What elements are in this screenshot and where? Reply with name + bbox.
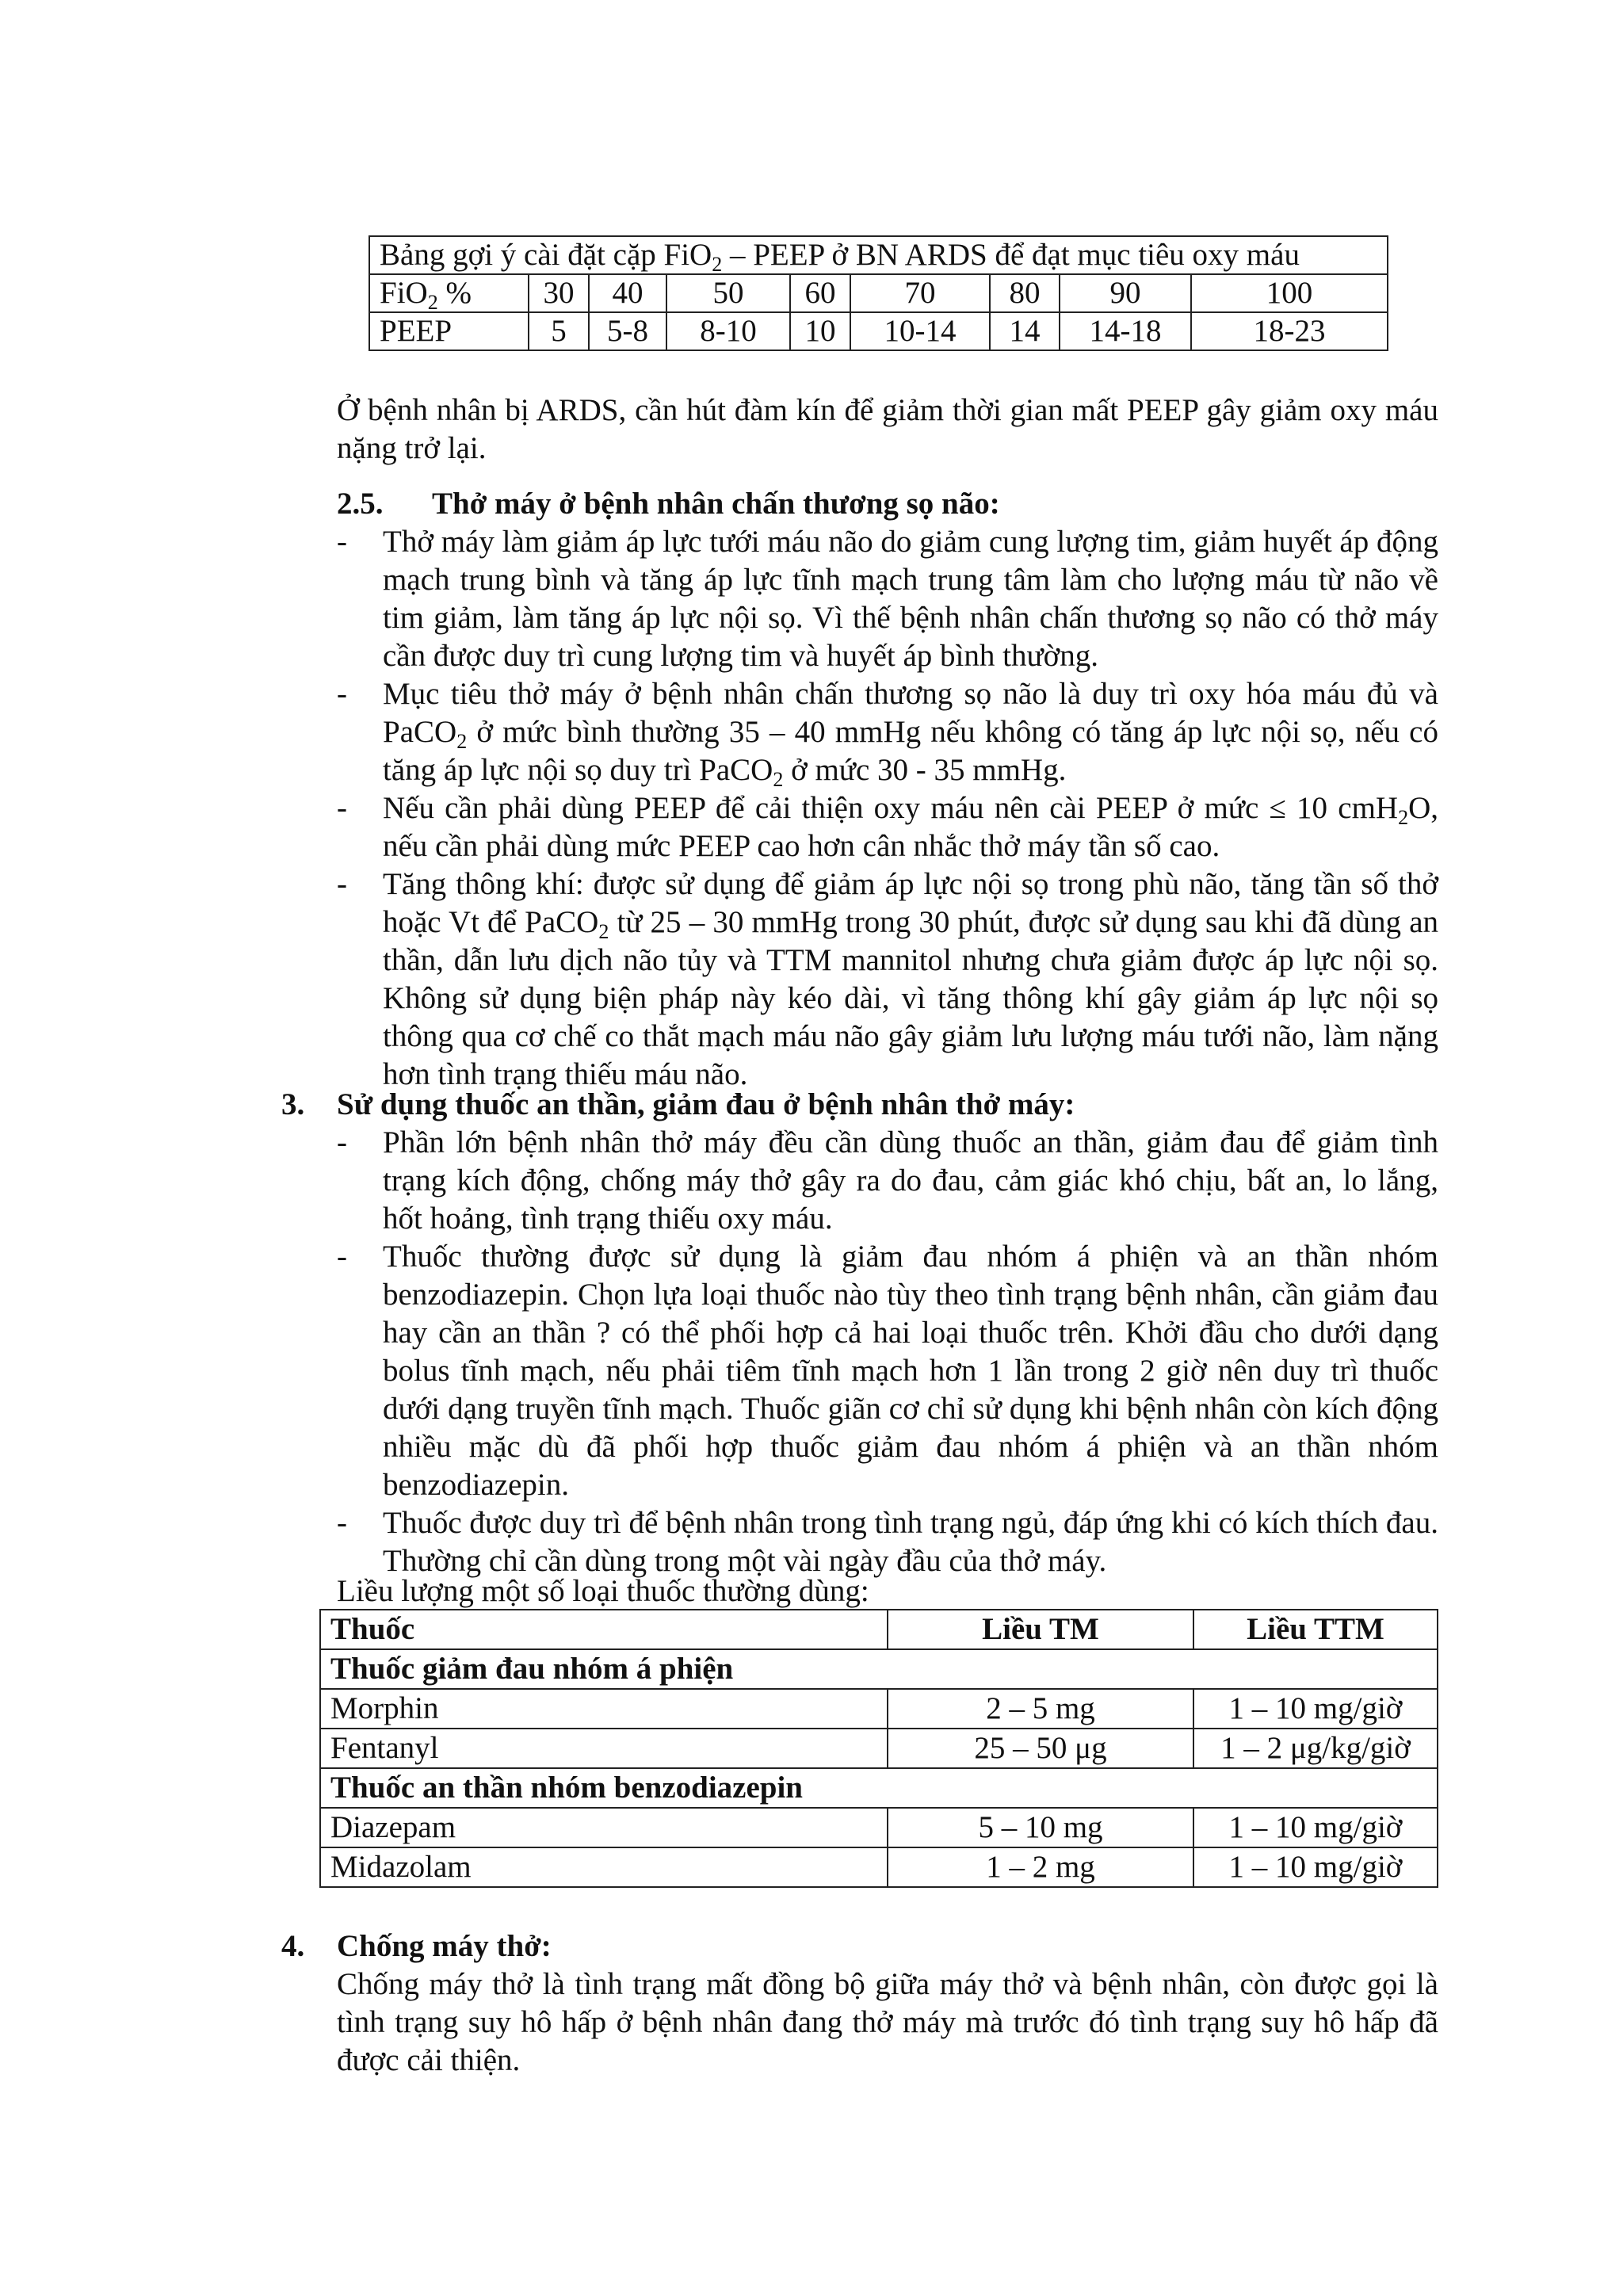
section-title: Thở máy ở bệnh nhân chấn thương sọ não:: [432, 487, 1000, 521]
table-cell: 25 – 50 μg: [888, 1729, 1193, 1768]
list-item: - Phần lớn bệnh nhân thở máy đều cần dùng thuốc an thần, giảm đau để giảm tình trạng kích động, chống máy thở gây ra do đau, cảm giác khó chịu, bất an, lo lắng, hốt hoảng, tình trạng thiếu oxy máu.: [337, 1125, 1438, 1236]
table-cell: 10-14: [850, 312, 990, 350]
table-cell: Morphin: [320, 1689, 888, 1729]
table-cell: 5: [529, 312, 589, 350]
table-cell: 14-18: [1060, 312, 1191, 350]
list-item: - Thuốc thường được sử dụng là giảm đau nhóm á phiện và an thần nhóm benzodiazepin. Chọn lựa loại thuốc nào tùy theo tình trạng bệnh nhân, cần giảm đau hay cần an thần ? có thể phối hợp cả hai loại thuốc trên. Khởi đầu cho dưới dạng bolus tĩnh mạch, nếu phải tiêm tĩnh mạch hơn 1 lần trong 2 giờ nên duy trì thuốc dưới dạng truyền tĩnh mạch. Thuốc giãn cơ chỉ sử dụng khi bệnh nhân còn kích động nhiều mặc dù đã phối hợp thuốc giảm đau nhóm á phiện và an thần nhóm benzodiazepin.: [337, 1240, 1438, 1502]
group-row: [320, 1768, 1438, 1808]
table-cell: 100: [1191, 274, 1388, 312]
fio2-row-label: FiO$_2$ %: [369, 274, 529, 312]
section-2-5-bullets: [337, 523, 1438, 1094]
list-item: - Nếu cần phải dùng PEEP để cải thiện oxy máu nên cài PEEP ở mức ≤ 10 cmH$_2$O, nếu cần phải dùng mức PEEP cao hơn cân nhắc thở máy tần số cao.: [337, 791, 1438, 863]
ards-paragraph: Ở bệnh nhân bị ARDS, cần hút đàm kín để giảm thời gian mất PEEP gây giảm oxy máu nặng trở lại.: [337, 393, 1438, 465]
table-cell: 5-8: [589, 312, 666, 350]
fio2-peep-table: [369, 235, 1388, 351]
table-cell: 90: [1060, 274, 1191, 312]
list-item: - Thở máy làm giảm áp lực tưới máu não do giảm cung lượng tim, giảm huyết áp động mạch trung bình và tăng áp lực tĩnh mạch trung tâm làm cho lượng máu từ não về tim giảm, làm tăng áp lực nội sọ. Vì thế bệnh nhân chấn thương sọ não có thở máy cần được duy trì cung lượng tim và huyết áp bình thường.: [337, 525, 1438, 673]
group-label: Thuốc an thần nhóm benzodiazepin: [320, 1768, 1438, 1808]
table-row: [320, 1689, 1438, 1729]
group-label: Thuốc giảm đau nhóm á phiện: [320, 1649, 1438, 1689]
table-cell: 1 – 10 mg/giờ: [1193, 1689, 1438, 1729]
table-cell: 8-10: [666, 312, 790, 350]
peep-row-label: PEEP: [369, 312, 529, 350]
column-header: Liều TM: [888, 1610, 1193, 1649]
group-row: [320, 1649, 1438, 1689]
fio2-row: [369, 274, 1388, 312]
table-cell: 14: [990, 312, 1060, 350]
table-row: [320, 1847, 1438, 1887]
table-cell: Fentanyl: [320, 1729, 888, 1768]
table-cell: 18-23: [1191, 312, 1388, 350]
table-header-row: [320, 1610, 1438, 1649]
section-4-heading: [281, 1927, 1438, 1966]
list-item: - Thuốc được duy trì để bệnh nhân trong tình trạng ngủ, đáp ứng khi có kích thích đau. Thường chỉ cần dùng trong một vài ngày đầu của thở máy.: [337, 1506, 1438, 1578]
table-cell: 1 – 10 mg/giờ: [1193, 1847, 1438, 1887]
table-cell: 5 – 10 mg: [888, 1808, 1193, 1847]
section-title: Sử dụng thuốc an thần, giảm đau ở bệnh nhân thở máy:: [337, 1087, 1075, 1121]
table-caption-row: [369, 236, 1388, 274]
table-cell: 2 – 5 mg: [888, 1689, 1193, 1729]
peep-row: [369, 312, 1388, 350]
section-3-bullets: [337, 1124, 1438, 1580]
section-title: Chống máy thở:: [337, 1929, 552, 1963]
column-header: Thuốc: [320, 1610, 888, 1649]
section-2-5-heading: [337, 485, 1438, 523]
table-cell: Diazepam: [320, 1808, 888, 1847]
table-cell: 1 – 2 μg/kg/giờ: [1193, 1729, 1438, 1768]
section-number: 4.: [281, 1929, 305, 1963]
table-cell: 80: [990, 274, 1060, 312]
section-number: 2.5.: [337, 487, 384, 521]
table-row: [320, 1808, 1438, 1847]
column-header: Liều TTM: [1193, 1610, 1438, 1649]
list-item: - Mục tiêu thở máy ở bệnh nhân chấn thương sọ não là duy trì oxy hóa máu đủ và PaCO$_2$ ở mức bình thường 35 – 40 mmHg nếu không có tăng áp lực nội sọ, nếu có tăng áp lực nội sọ duy trì PaCO$_2$ ở mức 30 - 35 mmHg.: [337, 677, 1438, 791]
table-cell: 1 – 10 mg/giờ: [1193, 1808, 1438, 1847]
table-cell: Midazolam: [320, 1847, 888, 1887]
section-3-heading: [281, 1086, 1438, 1124]
section-number: 3.: [281, 1087, 305, 1121]
table-cell: 50: [666, 274, 790, 312]
dose-intro: Liều lượng một số loại thuốc thường dùng:: [337, 1574, 869, 1608]
table-cell: 60: [790, 274, 850, 312]
table-caption: Bảng gợi ý cài đặt cặp FiO$_2$ – PEEP ở BN ARDS để đạt mục tiêu oxy máu: [369, 236, 1388, 274]
list-item: - Tăng thông khí: được sử dụng để giảm áp lực nội sọ trong phù não, tăng tần số thở hoặc Vt để PaCO$_2$ từ 25 – 30 mmHg trong 30 phút, được sử dụng sau khi đã dùng an thần, dẫn lưu dịch não tủy và TTM mannitol nhưng chưa giảm được áp lực nội sọ. Không sử dụng biện pháp này kéo dài, vì tăng thông khí gây giảm áp lực nội sọ thông qua cơ chế co thắt mạch máu não gây giảm lưu lượng máu tưới não, làm nặng hơn tình trạng thiếu máu não.: [337, 867, 1439, 1091]
drug-dose-table: [319, 1609, 1438, 1888]
table-cell: 10: [790, 312, 850, 350]
table-cell: 30: [529, 274, 589, 312]
table-row: [320, 1729, 1438, 1768]
table-cell: 1 – 2 mg: [888, 1847, 1193, 1887]
table-cell: 70: [850, 274, 990, 312]
table-cell: 40: [589, 274, 666, 312]
section-4-paragraph: Chống máy thở là tình trạng mất đồng bộ giữa máy thở và bệnh nhân, còn được gọi là tình trạng suy hô hấp ở bệnh nhân đang thở máy mà trước đó tình trạng suy hô hấp đã được cải thiện.: [337, 1967, 1438, 2077]
